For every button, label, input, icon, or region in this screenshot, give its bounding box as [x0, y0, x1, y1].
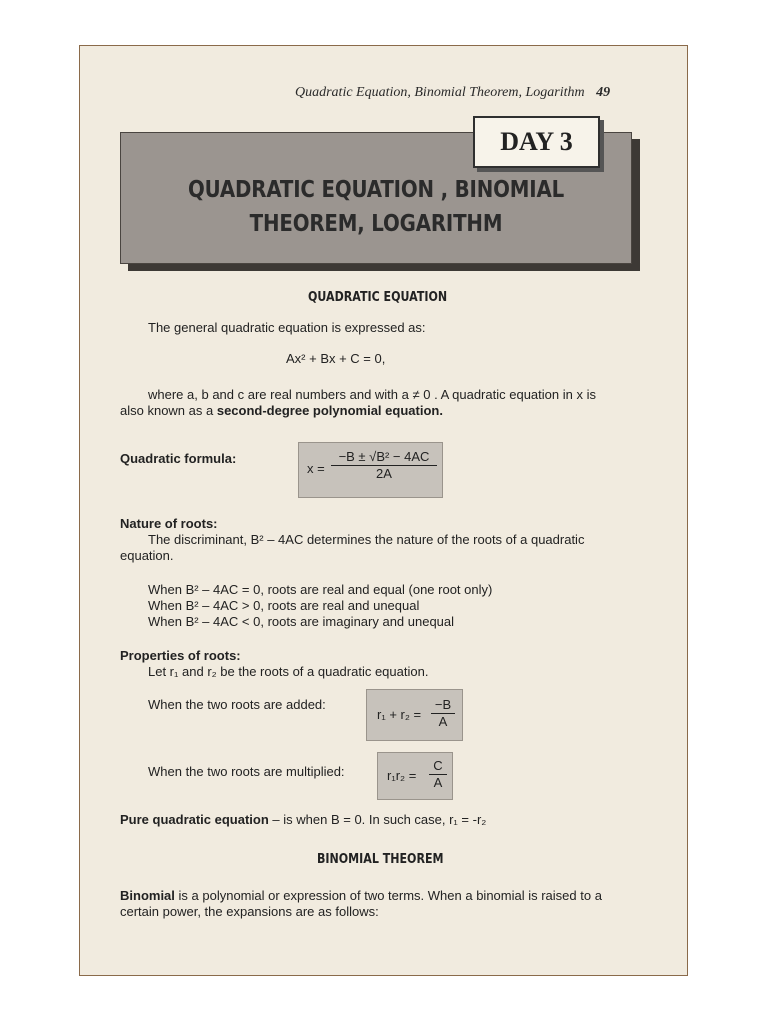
pure-quadratic-text: – is when B = 0. In such case, r₁ = -r₂: [268, 812, 487, 827]
pure-quadratic-term: Pure quadratic equation: [120, 812, 269, 827]
nature-case-unequal: When B² – 4AC > 0, roots are real and unequal: [148, 598, 420, 613]
sum-formula-box: [366, 689, 463, 741]
formula-fraction: [331, 449, 437, 482]
sum-fraction: [431, 697, 455, 730]
binomial-line1: [120, 888, 602, 904]
chapter-title: [157, 173, 596, 241]
where-line1: where a, b and c are real numbers and with a ≠ 0 . A quadratic equation in x is: [148, 387, 596, 402]
binomial-line1-text: is a polynomial or expression of two terms. When a binomial is raised to a: [174, 888, 602, 903]
product-numerator: C: [429, 758, 447, 775]
sum-lhs: r₁ + r₂ =: [377, 707, 422, 722]
binomial-line2: certain power, the expansions are as follows:: [120, 904, 379, 919]
product-fraction: [429, 758, 447, 791]
formula-numerator: −B ± √B² − 4AC: [331, 449, 437, 466]
product-label: When the two roots are multiplied:: [148, 764, 345, 779]
properties-heading: Properties of roots:: [120, 648, 241, 663]
nature-line1: The discriminant, B² – 4AC determines the nature of the roots of a quadratic: [148, 532, 585, 547]
properties-intro: Let r₁ and r₂ be the roots of a quadratic equation.: [148, 664, 429, 679]
day-label: DAY 3: [473, 116, 600, 168]
nature-case-equal: When B² – 4AC = 0, roots are real and equal (one root only): [148, 582, 493, 597]
formula-denominator: 2A: [376, 466, 392, 481]
pure-quadratic: [120, 812, 486, 828]
quadratic-intro: The general quadratic equation is expressed as:: [148, 320, 426, 335]
nature-case-imaginary: When B² – 4AC < 0, roots are imaginary and unequal: [148, 614, 455, 629]
chapter-title-line1: QUADRATIC EQUATION , BINOMIAL: [187, 177, 565, 203]
nature-line2: equation.: [120, 548, 174, 563]
where-line2: [120, 403, 443, 419]
running-title: Quadratic Equation, Binomial Theorem, Logarithm: [295, 85, 585, 100]
where-line2-text: also known as a: [120, 403, 217, 418]
product-formula-box: [377, 752, 453, 800]
nature-heading: Nature of roots:: [120, 516, 218, 531]
sum-denominator: A: [438, 714, 448, 729]
sum-label: When the two roots are added:: [148, 697, 326, 712]
second-degree-term: second-degree polynomial equation.: [216, 403, 443, 418]
general-equation: Ax² + Bx + C = 0,: [286, 351, 386, 366]
quadratic-heading: QUADRATIC EQUATION: [308, 290, 448, 305]
running-header: [295, 85, 610, 101]
sum-numerator: −B: [431, 697, 455, 714]
product-denominator: A: [433, 775, 443, 790]
binomial-term: Binomial: [120, 888, 175, 903]
binomial-heading: BINOMIAL THEOREM: [317, 852, 444, 867]
page-number: 49: [596, 85, 611, 100]
book-page: [79, 45, 688, 976]
quadratic-formula-box: [298, 442, 443, 498]
chapter-title-line2: THEOREM, LOGARITHM: [249, 211, 503, 237]
formula-lhs: x =: [307, 461, 325, 476]
quadratic-formula-label: Quadratic formula:: [120, 451, 237, 466]
product-lhs: r₁r₂ =: [387, 768, 417, 783]
